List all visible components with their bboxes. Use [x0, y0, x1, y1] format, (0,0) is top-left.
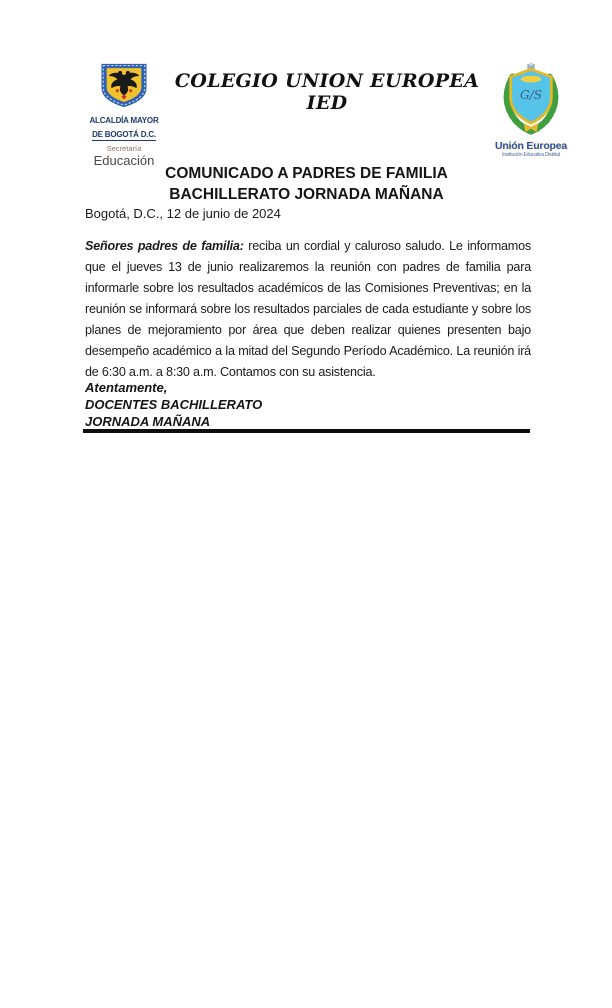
union-europea-shield-icon	[492, 62, 570, 140]
bogota-shield-icon	[84, 62, 164, 113]
bogota-city-logo	[84, 62, 164, 168]
school-name-heading: COLEGIO UNION EUROPEA IED	[174, 70, 480, 114]
date-line: Bogotá, D.C., 12 de junio de 2024	[85, 206, 281, 221]
footer-rule	[83, 429, 530, 433]
communique-title	[84, 163, 529, 205]
communique-title-line2: BACHILLERATO JORNADA MAÑANA	[169, 186, 444, 203]
institucion-educativa-label: Institución Educativa Distrital	[502, 152, 560, 158]
union-europea-crest	[492, 62, 570, 158]
educacion-label: Educación	[93, 153, 155, 168]
communique-title-line1: COMUNICADO A PADRES DE FAMILIA	[165, 165, 448, 182]
signature-line2: JORNADA MAÑANA	[85, 414, 211, 429]
signature-block	[85, 379, 262, 430]
svg-text:G/S: G/S	[520, 88, 542, 102]
signature-line1: DOCENTES BACHILLERATO	[85, 397, 263, 412]
body-paragraph	[85, 236, 531, 383]
signature-closing: Atentamente,	[85, 380, 168, 395]
alcaldia-label-line2: DE BOGOTÁ D.C.	[92, 130, 156, 139]
secretaria-label: Secretaría	[106, 144, 142, 153]
body-text: reciba un cordial y caluroso saludo. Le informamos que el jueves 13 de junio realizaremos la reunión con padres de familia para informarle sobre los resultados académicos de las Comisiones Preventivas; en la reunión se informará sobre los resultados parciales de cada estudiante y sobre los planes de mejoramiento por área que deben realizar quienes presenten bajo desempeño académico a la mitad del Segundo Período Académico. La reunión irá de 6:30 a.m. a 8:30 a.m. Contamos con su asistencia.	[85, 239, 531, 379]
alcaldia-label-line1: ALCALDÍA MAYOR	[89, 116, 159, 125]
salutation-lead: Señores padres de familia:	[85, 239, 244, 253]
union-europea-label: Unión Europea	[494, 140, 568, 152]
